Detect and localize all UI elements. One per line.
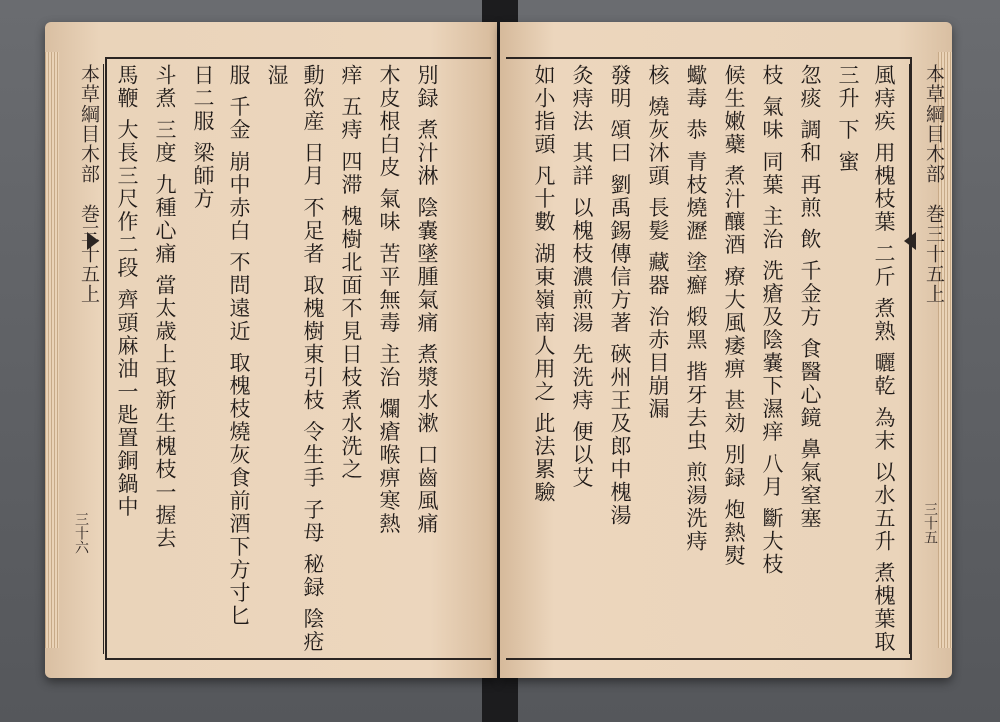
- left-text-block: [113, 64, 445, 654]
- left-running-title: 本草綱目木部 巻三十五上: [65, 64, 104, 654]
- left-page: [45, 22, 497, 678]
- fold-marker-icon: [87, 232, 99, 250]
- text-column: 枝 氣味 同葉 主治 洗瘡及陰嚢下濕痒 八月 斷大枝: [760, 64, 784, 577]
- text-column: 候生嫩蘗 煮汁釀酒 療大風痿痹 甚効 別録 炮熱熨: [722, 64, 746, 568]
- right-page: [500, 22, 952, 678]
- text-column: 木皮根白皮 氣味 苦平無毒 主治 爛瘡喉痹寒熱: [377, 64, 401, 536]
- text-column: 蠍毒 恭 青枝燒瀝 塗癬 煅黑 揩牙去虫 煎湯洗痔: [684, 64, 708, 554]
- text-column: 發明 頌曰 劉禹錫傳信方著 硤州王及郎中槐湯: [608, 64, 632, 528]
- text-column: 別録 煮汁淋 陰嚢墜腫氣痛 煮漿水漱 口齒風痛: [415, 64, 439, 536]
- text-column: 如小指頭 凡十數 湖東嶺南人用之 此法累驗: [532, 64, 556, 505]
- left-folio: 三十六: [73, 512, 89, 554]
- text-column: 核 燒灰沐頭 長髪 藏器 治赤目崩漏: [646, 64, 670, 421]
- page-stack-edge: [45, 52, 59, 648]
- text-column: 動欲産 日月 不足者 取槐樹東引枝 令生手 子母 秘録 陰疮湿: [265, 64, 325, 654]
- text-column: 灸痔法 其詳 以槐枝濃煎湯 先洗痔 便以艾: [570, 64, 594, 490]
- text-column: 服 千金 崩中赤白 不問遠近 取槐枝燒灰食前酒下方寸匕 日二服 梁師方: [191, 64, 251, 628]
- right-running-title: 本草綱目木部 巻三十五上: [909, 64, 948, 654]
- right-folio: 三十五: [922, 502, 938, 544]
- text-column: 痒 五痔 四滞 槐樹北面不見日枝煮水洗之: [339, 64, 363, 482]
- text-column: 馬鞭 大長三尺作二段 齊頭麻油一匙置銅鍋中: [115, 64, 139, 519]
- text-column: 風痔疾 用槐枝葉 二斤 煮熟 曬乾 為末 以水五升 煮槐葉取 三升 下 蜜: [836, 64, 896, 654]
- text-column: 忽痰 調和 再煎 飲 千金方 食醫心鏡 鼻氣窒塞: [798, 64, 822, 531]
- right-text-block: [512, 64, 902, 654]
- text-column: 斗煮 三度 九種心痛 當太歳上取新生槐枝一握去: [153, 64, 177, 551]
